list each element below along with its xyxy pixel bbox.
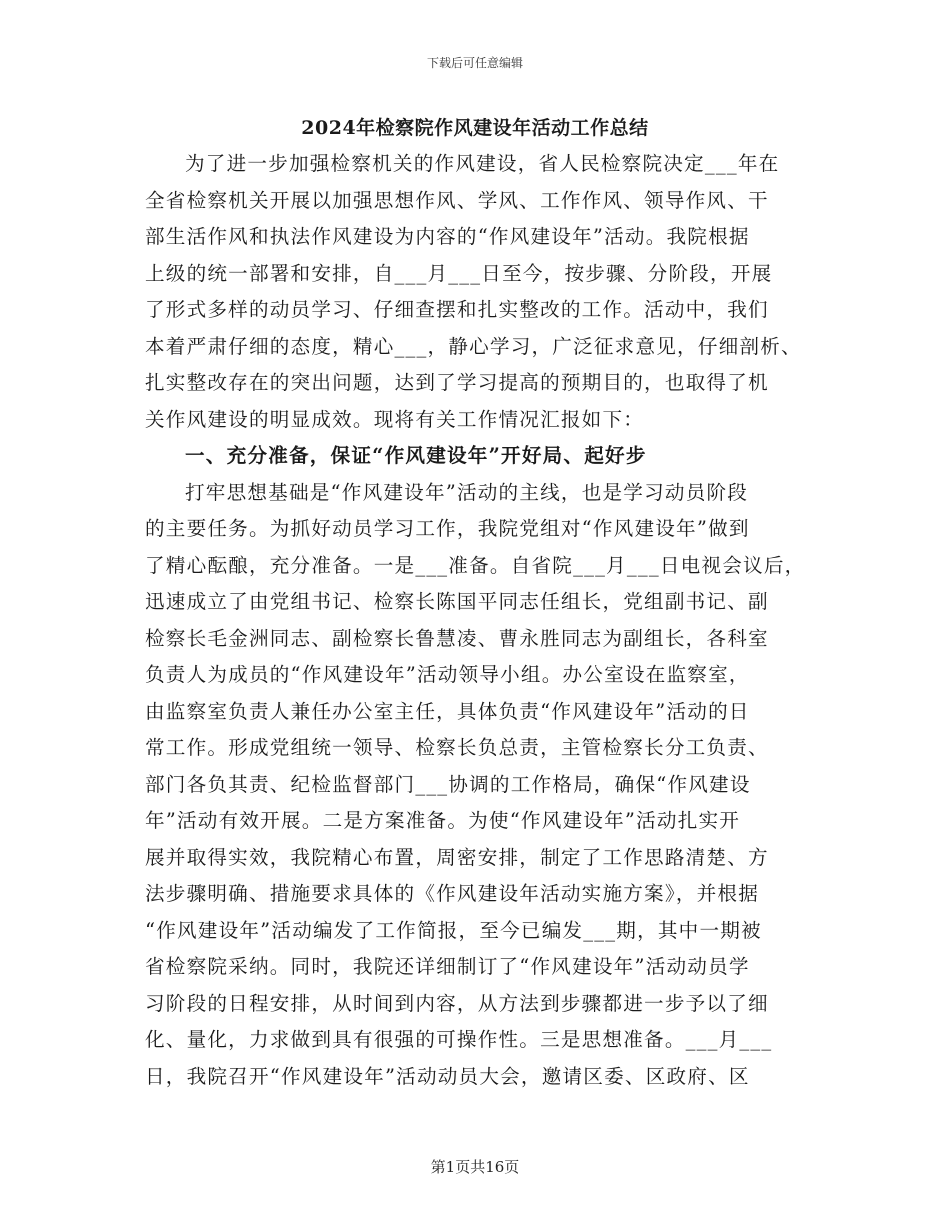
body-line: 打牢思想基础是“作风建设年”活动的主线，也是学习动员阶段 xyxy=(185,480,749,504)
body-line: 法步骤明确、措施要求具体的《作风建设年活动实施方案》，并根据 xyxy=(145,882,760,905)
body-line: 年”活动有效开展。二是方案准备。为使“作风建设年”活动扎实开 xyxy=(145,809,741,832)
body-line: 日，我院召开“作风建设年”活动动员大会，邀请区委、区政府、区 xyxy=(145,1064,750,1088)
body-line: 展并取得实效，我院精心布置，周密安排，制定了工作思路清楚、方 xyxy=(145,845,769,869)
body-line: 迅速成立了由党组书记、检察长陈国平同志任组长，党组副书记、副 xyxy=(145,590,769,613)
body-line: 了形式多样的动员学习、仔细查摆和扎实整改的工作。活动中，我们 xyxy=(145,298,769,321)
body-line: 省检察院采纳。同时，我院还详细制订了“作风建设年”活动动员学 xyxy=(145,955,750,978)
body-line: 为了进一步加强检察机关的作风建设，省人民检察院决定___年在 xyxy=(185,152,780,175)
body-line: 习阶段的日程安排，从时间到内容，从方法到步骤都进一步予以了细 xyxy=(145,991,769,1015)
body-line: 由监察室负责人兼任办公室主任，具体负责“作风建设年”活动的日 xyxy=(145,699,750,723)
body-line: 扎实整改存在的突出问题，达到了学习提高的预期目的，也取得了机 xyxy=(145,371,769,394)
body-line: 全省检察机关开展以加强思想作风、学风、工作作风、领导作风、干 xyxy=(145,188,769,212)
body-line: 关作风建设的明显成效。现将有关工作情况汇报如下： xyxy=(145,407,645,431)
body-line: 负责人为成员的“作风建设年”活动领导小组。办公室设在监察室， xyxy=(145,663,750,686)
body-line: 检察长毛金洲同志、副检察长鲁慧凌、曹永胜同志为副组长，各科室 xyxy=(145,626,769,650)
body-line: 的主要任务。为抓好动员学习工作，我院党组对“作风建设年”做到 xyxy=(145,517,750,540)
document-title: 2024年检察院作风建设年活动工作总结 xyxy=(301,117,649,139)
body-line: 部门各负其责、纪检监督部门___协调的工作格局，确保“作风建设 xyxy=(145,772,751,796)
page-number: 第1页共16页 xyxy=(430,1158,520,1176)
section-heading: 一、充分准备，保证“作风建设年”开好局、起好步 xyxy=(185,444,647,467)
body-line: 上级的统一部署和安排，自___月___日至今，按步骤、分阶段，开展 xyxy=(145,261,773,285)
body-line: “作风建设年”活动编发了工作简报，至今已编发___期，其中一期被 xyxy=(145,918,762,942)
body-line: 部生活作风和执法作风建设为内容的“作风建设年”活动。我院根据 xyxy=(145,225,750,248)
document-body xyxy=(145,146,825,1095)
header-note: 下载后可任意编辑 xyxy=(426,56,523,70)
body-line: 了精心酝酿，充分准备。一是___准备。自省院___月___日电视会议后， xyxy=(145,553,806,577)
body-line: 常工作。形成党组统一领导、检察长负总责，主管检察长分工负责、 xyxy=(145,736,769,759)
body-line: 化、量化，力求做到具有很强的可操作性。三是思想准备。___月___ xyxy=(145,1028,773,1051)
body-line: 本着严肃仔细的态度，精心___，静心学习，广泛征求意见，仔细剖析、 xyxy=(145,334,802,358)
